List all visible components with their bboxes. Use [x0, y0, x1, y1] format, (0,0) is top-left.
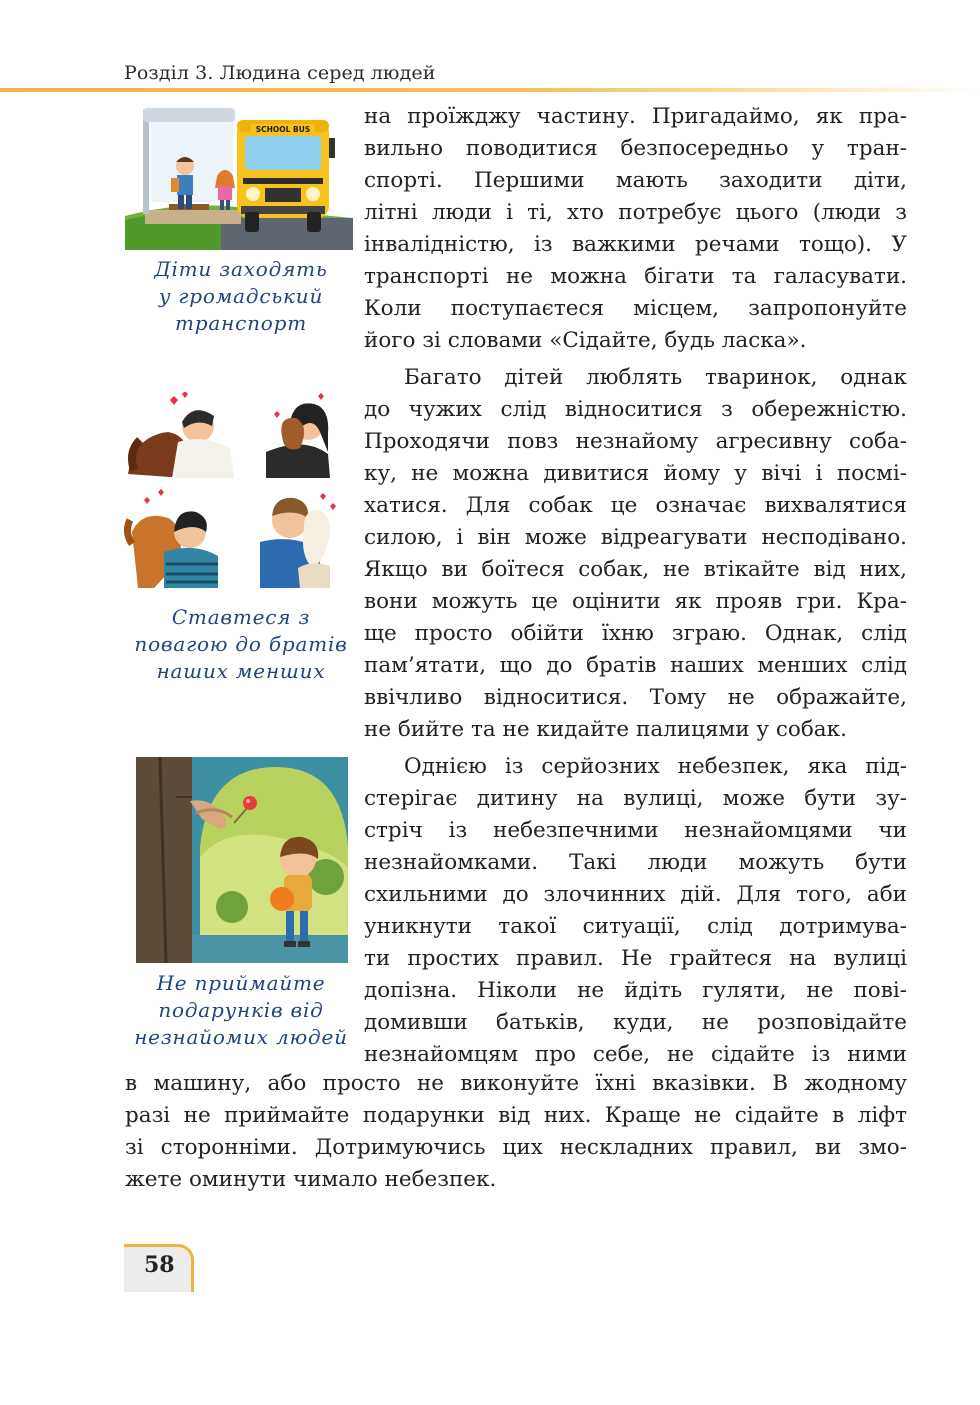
body-line: літні люди і ті, хто потребує цього (люди з — [364, 200, 907, 225]
body-line: Проходячи повз незнайому агресивну соба- — [364, 429, 907, 454]
body-line: стріч із небезпечними незнайомцями чи — [364, 818, 907, 843]
body-line: його зі словами «Сідайте, будь ласка». — [364, 328, 807, 353]
body-line: ти простих правил. Не грайтеся на вулиці — [364, 946, 907, 971]
stranger-danger-illustration — [136, 757, 348, 963]
strangers-caption — [125, 970, 357, 1051]
body-line: силою, і він може відреагувати несподівано. — [364, 525, 907, 550]
body-line: допізна. Ніколи не йдіть гуляти, не пові- — [364, 978, 907, 1003]
school-bus-illustration — [125, 108, 353, 250]
body-line: Якщо ви боїтеся собак, не втікайте від них, — [364, 557, 907, 582]
bus-caption-line: транспорт — [175, 311, 307, 335]
animals-caption-line: повагою до братів — [134, 632, 348, 656]
section-header: Розділ 3. Людина серед людей — [124, 62, 436, 84]
strangers-caption-line: незнайомих людей — [134, 1025, 348, 1049]
animals-caption-line: Ставтеся з — [171, 605, 311, 629]
body-line: зі сторонніми. Дотримуючись цих нескладних правил, ви змо- — [125, 1135, 907, 1160]
header-rule — [0, 88, 980, 92]
bus-caption-line: Діти заходять — [154, 257, 328, 281]
body-line: стерігає дитину на вулиці, може бути зу- — [364, 786, 907, 811]
bus-sign-text: SCHOOL BUS — [255, 125, 311, 134]
body-line: вильно поводитися безпосередньо у тран- — [364, 136, 907, 161]
strangers-caption-line: Не приймайте — [156, 971, 326, 995]
body-line: не бийте та не кидайте палицями у собак. — [364, 717, 847, 742]
bus-caption-line: у громадський — [158, 284, 324, 308]
body-line: схильними до злочинних дій. Для того, аби — [364, 882, 907, 907]
body-line: спорті. Першими мають заходити діти, — [364, 168, 907, 193]
page-number: 58 — [144, 1252, 175, 1278]
body-line: в машину, або просто не виконуйте їхні вказівки. В жодному — [125, 1071, 907, 1096]
people-with-pets-illustration — [124, 392, 346, 592]
body-line: незнайомцям про себе, не сідайте із ними — [364, 1042, 907, 1067]
bus-caption — [125, 256, 357, 337]
body-line: ку, не можна дивитися йому у вічі і посмі- — [364, 461, 907, 486]
body-line: на проїжджу частину. Пригадаймо, як пра- — [364, 104, 907, 129]
strangers-caption-line: подарунків від — [158, 998, 324, 1022]
body-line: уникнути такої ситуації, слід дотримува- — [364, 914, 907, 939]
body-line: ще просто обійти їхню зграю. Однак, слід — [364, 621, 907, 646]
body-line: транспорті не можна бігати та галасувати. — [364, 264, 907, 289]
body-line: вони можуть це оцінити як прояв гри. Кра- — [364, 589, 907, 614]
body-line: разі не приймайте подарунки від них. Краще не сідайте в ліфт — [125, 1103, 907, 1128]
body-line: незнайомками. Такі люди можуть бути — [364, 850, 907, 875]
body-line: ввічливо відноситися. Тому не ображайте, — [364, 685, 907, 710]
body-line: хатися. Для собак це означає вихвалятися — [364, 493, 907, 518]
body-line: пам’ятати, що до братів наших менших слід — [364, 653, 907, 678]
animals-caption — [125, 604, 357, 685]
body-line: Однією із серйозних небезпек, яка під- — [404, 754, 907, 779]
body-line: до чужих слід відноситися з обережністю. — [364, 397, 907, 422]
body-line: інвалідністю, із важкими речами тощо). У — [364, 232, 907, 257]
animals-caption-line: наших менших — [156, 659, 326, 683]
body-line: жете оминути чимало небезпек. — [125, 1167, 497, 1192]
body-line: домивши батьків, куди, не розповідайте — [364, 1010, 907, 1035]
body-line: Коли поступаєтеся місцем, запропонуйте — [364, 296, 907, 321]
body-line: Багато дітей люблять тваринок, однак — [404, 365, 907, 390]
